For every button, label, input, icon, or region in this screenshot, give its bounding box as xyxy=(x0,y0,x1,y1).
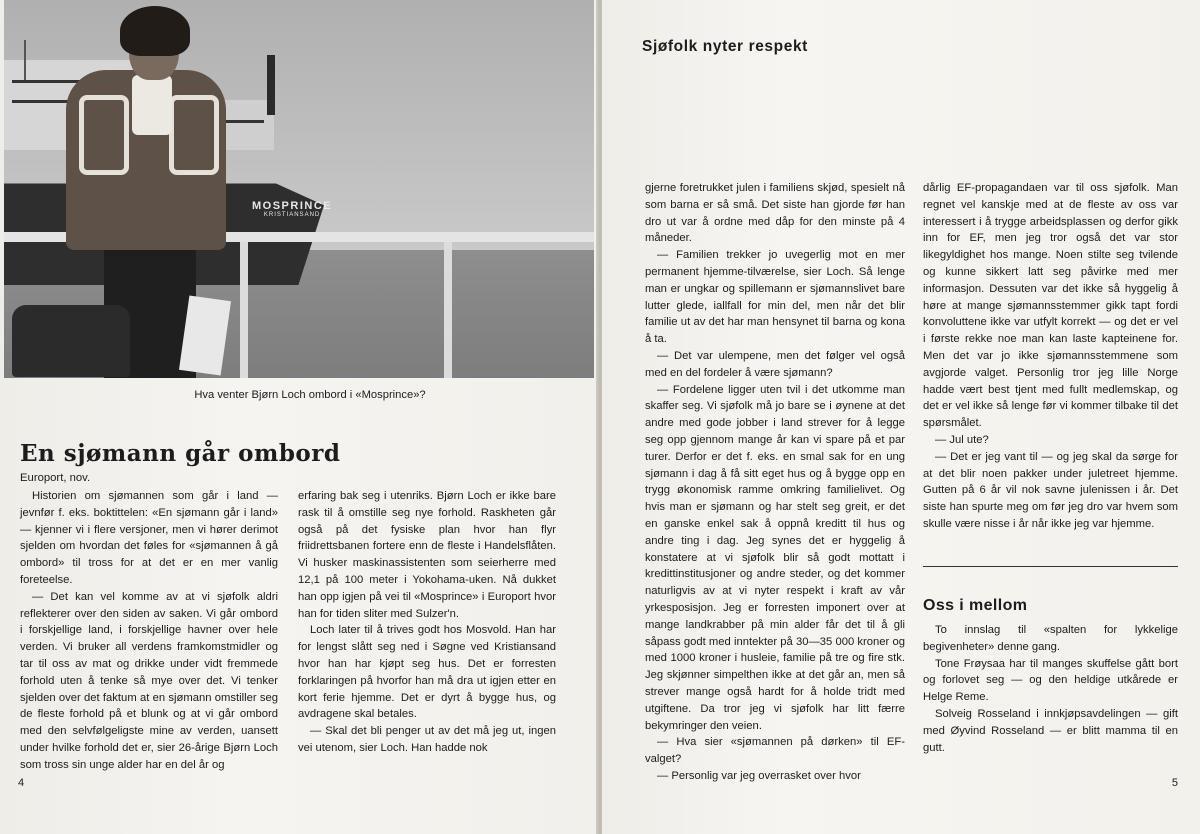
article-column-4 xyxy=(923,180,1178,533)
paragraph: Historien om sjømannen som går i land — jevnfør f. eks. boktittelen: «En sjømann går i land» — kjenner vi i flere versjoner, men vi hører derimot sjelden om hvordan det føles for «sjømannen å gå ombord» til tross for at det er en mer vanlig foreteelse. xyxy=(20,490,278,586)
paragraph: — Hva sier «sjømannen på dørken» til EF-valget? xyxy=(645,736,905,766)
article-column-3 xyxy=(645,180,905,785)
railing-post xyxy=(444,242,452,378)
page-title: Sjøfolk nyter respekt xyxy=(642,38,808,55)
article-headline: En sjømann går ombord xyxy=(20,440,341,467)
photo-sailor-boarding xyxy=(4,0,594,378)
section-column xyxy=(923,622,1178,756)
sailor-collar xyxy=(132,75,172,135)
paragraph: — Det var ulempene, men det følger vel også med en del fordeler å være sjømann? xyxy=(645,349,905,379)
paragraph: gjerne foretrukket julen i familiens skjød, spesielt nå som barna er så små. Det siste han gjorde før han dro ut var å ordne med dåp for den minste på 4 måneder. xyxy=(645,182,905,245)
section-heading: Oss i mellom xyxy=(923,597,1028,614)
article-column-1 xyxy=(20,488,278,774)
paragraph: Tone Frøysaa har til manges skuffelse gått bort og forlovet seg — og den heldige utkårede er Helge Reme. xyxy=(923,657,1178,704)
paragraph: Solveig Rosseland i innkjøpsavdelingen — gift med Øyvind Rosseland — er blitt mamma til en gutt. xyxy=(923,707,1178,754)
photo-caption: Hva venter Bjørn Loch ombord i «Mosprince»? xyxy=(194,389,426,401)
article-column-2 xyxy=(298,488,556,757)
railing-post xyxy=(240,242,248,378)
paragraph: — Det kan vel komme av at vi sjøfolk aldri reflekterer over den siden av saken. Vi går ombord i forskjellige land, i forskjellige havner over hele verden. Vi bruker all verdens framkomstmidler og tar til oss av mat og drikke under vidt fremmede forhold uten å tenke så mye over det. Vi tenker sjelden over det faktum at en sjømann omstiller seg de fleste forhold på et blunk og at vi går ombord med den selvfølgeligste mine av verden, uansett under hvilke forhold det er, sier 26-årige Bjørn Loch som tross sin unge alder har en del år og xyxy=(20,590,278,771)
left-page xyxy=(0,0,598,834)
ship-funnel xyxy=(267,55,275,115)
paragraph: — Personlig var jeg overrasket over hvor xyxy=(657,769,861,782)
right-page xyxy=(602,0,1200,834)
paragraph: erfaring bak seg i utenriks. Bjørn Loch er ikke bare rask til å omstille seg nye forhold. Raskheten går også på det fysiske plan hvor han flyr friidrettsbanen fortere enn de fleste i Handelsflåten. Vi husker maskinassistenten som seierherre med 12,1 på 100 meter i Yokohama-uken. Nå dukket han opp igjen på vei til «Mosprince» i Europort hvor han for tiden sliter med Sulzer'n. xyxy=(298,490,556,620)
paragraph: To innslag til «spalten for lykkelige begivenheter» denne gang. xyxy=(923,624,1178,653)
ship-name-label: MOSPRINCE KRISTIANSAND xyxy=(252,200,333,218)
page-number-left: 4 xyxy=(18,777,25,789)
paragraph: — Jul ute? xyxy=(935,433,989,446)
paragraph: — Skal det bli penger ut av det må jeg ut, ingen vei utenom, sier Loch. Han hadde nok xyxy=(298,725,556,754)
paragraph: — Det er jeg vant til — og jeg skal da sørge for at det blir noen pakker under juletreet hjemme. Gutten på 6 år vil nok savne julenissen i år. Det siste han spurte meg om før jeg dro var hvem som skulle være nisse i år når ikke jeg var hjemme. xyxy=(923,450,1178,530)
paragraph: — Familien trekker jo uvegerlig mot en mer permanent hjemme-tilværelse, sier Loch. Så lenge man er ungkar og spillemann er sjømannslivet bare lutter glede, iallfall for min del, men når det blir familie ut av det har man hensynet til barna og kona å ta. xyxy=(645,249,905,346)
section-divider xyxy=(923,566,1178,567)
paragraph: Loch later til å trives godt hos Mosvold. Han har for lengst slått seg ned i Søgne ved Kristiansand hvor han har kjøpt seg hus. Det er forresten forklaringen på hvorfor han må dra ut igjen etter en kort ferie hjemme. Det er dyrt å bygge hus, og avdragene skal betales. xyxy=(298,624,556,721)
suitcase xyxy=(12,305,130,377)
sailor-hair xyxy=(120,6,190,56)
article-dateline: Europort, nov. xyxy=(20,472,91,484)
ship-mast xyxy=(24,40,26,80)
paragraph: dårlig EF-propagandaen var til oss sjøfolk. Man regnet vel kanskje med at de fleste av oss var interessert i å trygge arbeidsplassen og derfor gikk inn for EF, men jeg tror også det var stor likegyldighet hos mange. Noen stilte seg tvilende og kunne sikkert latt seg påvirke med mer informasjon. Dessuten var det ikke så hyggelig å høre at mange sjømannsstemmer gikk tapt fordi konvoluttene ikke var utfylt korrekt — og det er vel i første rekke noe man kan laste kapteinene for. Men det var jo ikke sjømannsstemmene som avgjorde valget. Personlig tror jeg lille Norge hadde vært best tjent med fullt medlemskap, og det er vel ikke så lenge før vi kommer tilbake til det spørsmålet. xyxy=(923,182,1178,430)
paragraph: — Fordelene ligger uten tvil i det utkomme man skaffer seg. Vi sjøfolk må jo bare se i øynene at det andre med gode jobber i land strever for å legge seg opp gjennom mange år kan vi spare på et par turer. Derfor er det f. eks. en smal sak for en ung sjømann i dag å få sitt eget hus og å bygge opp en trygg økonomisk ramme omkring familielivet. Og hvis man er sjømann og har stelt seg greit, er det en ganske enkel sak å oppnå kreditt til hus og andre ting i dag. Jeg synes det er hyggelig å konstatere at vi sjøfolk blir så godt mottatt i kredittinstitusjoner og andre steder, og det kommer naturligvis av at vi nyter respekt i kraft av vår yrkesposisjon. Jeg er forresten imponert over at mange landkrabber på min alder får det til å gli såpass godt med inntekter på 30—35 000 kroner og med 1000 kroner i husleie, familie på tre og fire stk. Jeg skjønner simpelthen ikke at det går an, men så strever mange også hardt for å holde tridt med utgiftene. Da tror jeg vi sjøfolk har litt færre bekymringer den veien. xyxy=(645,383,905,732)
page-number-right: 5 xyxy=(1171,777,1178,789)
